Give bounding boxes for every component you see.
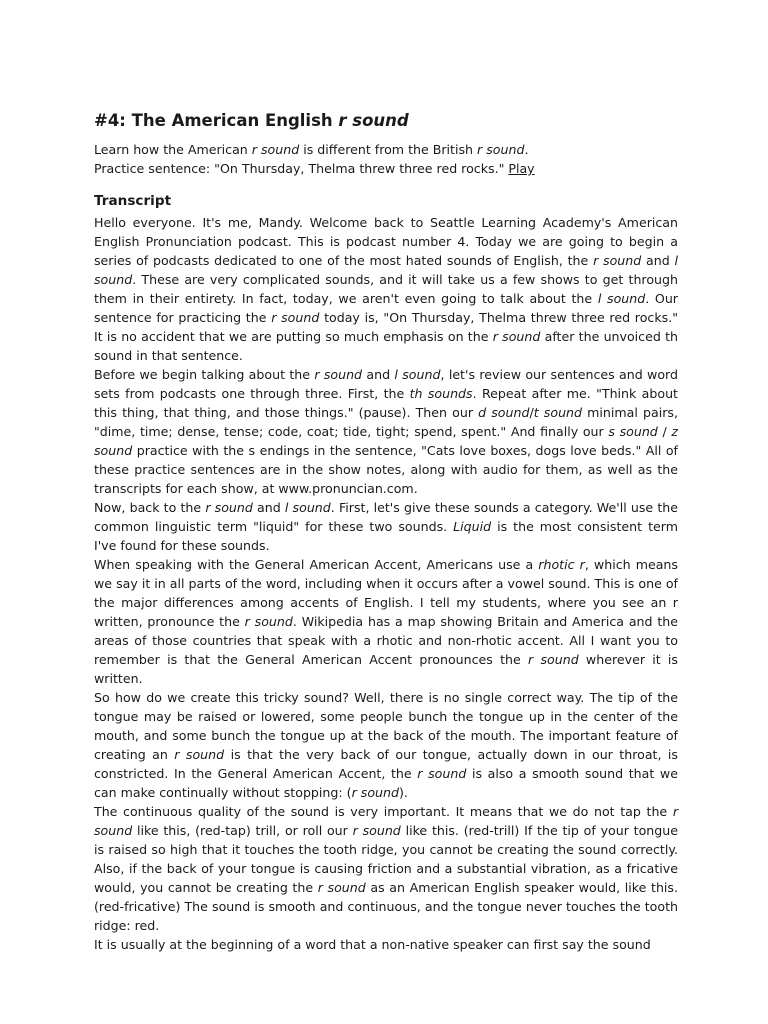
transcript-paragraph-1: Hello everyone. It's me, Mandy. Welcome back to Seattle Learning Academy's American English Pronunciation podcast. This is podcast number 4. Today we are going to begin a series of podcasts dedicated to one of the most hated sounds of English, the r sound and l sound. These are very complicated sounds, and it will take us a few shows to get through them in their entirety. In fact, today, we aren't even going to talk about the l sound. Our sentence for practicing the r sound today is, "On Thursday, Thelma threw three red rocks." It is no accident that we are putting so much emphasis on the r sound after the unvoiced th sound in that sentence.	[94, 215, 679, 363]
transcript-paragraph-6: The continuous quality of the sound is very important. It means that we do not tap the r sound like this, (red-tap) trill, or roll our r sound like this. (red-trill) If the tip of your tongue is raised so high that it touches the tooth ridge, you cannot be creating the sound correctly. Also, if the back of your tongue is causing friction and a substantial vibration, as a fricative would, you cannot be creating the r sound as an American English speaker would, like this. (red-fricative) The sound is smooth and continuous, and the tongue never touches the tooth ridge: red.	[94, 804, 679, 933]
play-link[interactable]: Play	[508, 161, 535, 176]
transcript-paragraph-5: So how do we create this tricky sound? Well, there is no single correct way. The tip of the tongue may be raised or lowered, some people bunch the tongue up in the center of the mouth, and some bunch the tongue up at the back of the mouth. The important feature of creating an r sound is that the very back of our tongue, actually down in our throat, is constricted. In the General American Accent, the r sound is also a smooth sound that we can make continually without stopping: (r sound).	[94, 690, 678, 800]
page-title: #4: The American English r sound	[94, 111, 409, 130]
intro-section	[94, 140, 678, 178]
transcript-paragraph-3: Now, back to the r sound and l sound. First, let's give these sounds a category. We'll use the common linguistic term "liquid" for these two sounds. Liquid is the most consistent term I've found for these sounds.	[94, 500, 679, 553]
transcript-heading: Transcript	[94, 193, 172, 209]
transcript-paragraph-2: Before we begin talking about the r sound and l sound, let's review our sentences and word sets from podcasts one through three. First, the th sounds. Repeat after me. "Think about this thing, that thing, and those things." (pause). Then our d sound/t sound minimal pairs, "dime, time; dense, tense; code, coat; tide, tight; spend, spent." And finally our s sound / z sound practice with the s endings in the sentence, "Cats love boxes, dogs love beds." All of these practice sentences are in the show notes, along with audio for them, as well as the transcripts for each show, at www.pronuncian.com.	[94, 367, 679, 496]
practice-sentence: Practice sentence: "On Thursday, Thelma threw three red rocks." Play	[94, 161, 535, 176]
transcript-paragraph-4: When speaking with the General American Accent, Americans use a rhotic r, which means we say it in all parts of the word, including when it occurs after a vowel sound. This is one of the major differences among accents of English. I tell my students, where you see an r written, pronounce the r sound. Wikipedia has a map showing Britain and America and the areas of those countries that speak with a rhotic and non-rhotic accent. All I want you to remember is that the General American Accent pronounces the r sound wherever it is written.	[94, 557, 679, 686]
transcript-paragraph-7: It is usually at the beginning of a word that a non-native speaker can first say the sound	[94, 937, 651, 952]
transcript-body	[94, 213, 678, 954]
intro-description: Learn how the American r sound is different from the British r sound.	[94, 142, 529, 157]
